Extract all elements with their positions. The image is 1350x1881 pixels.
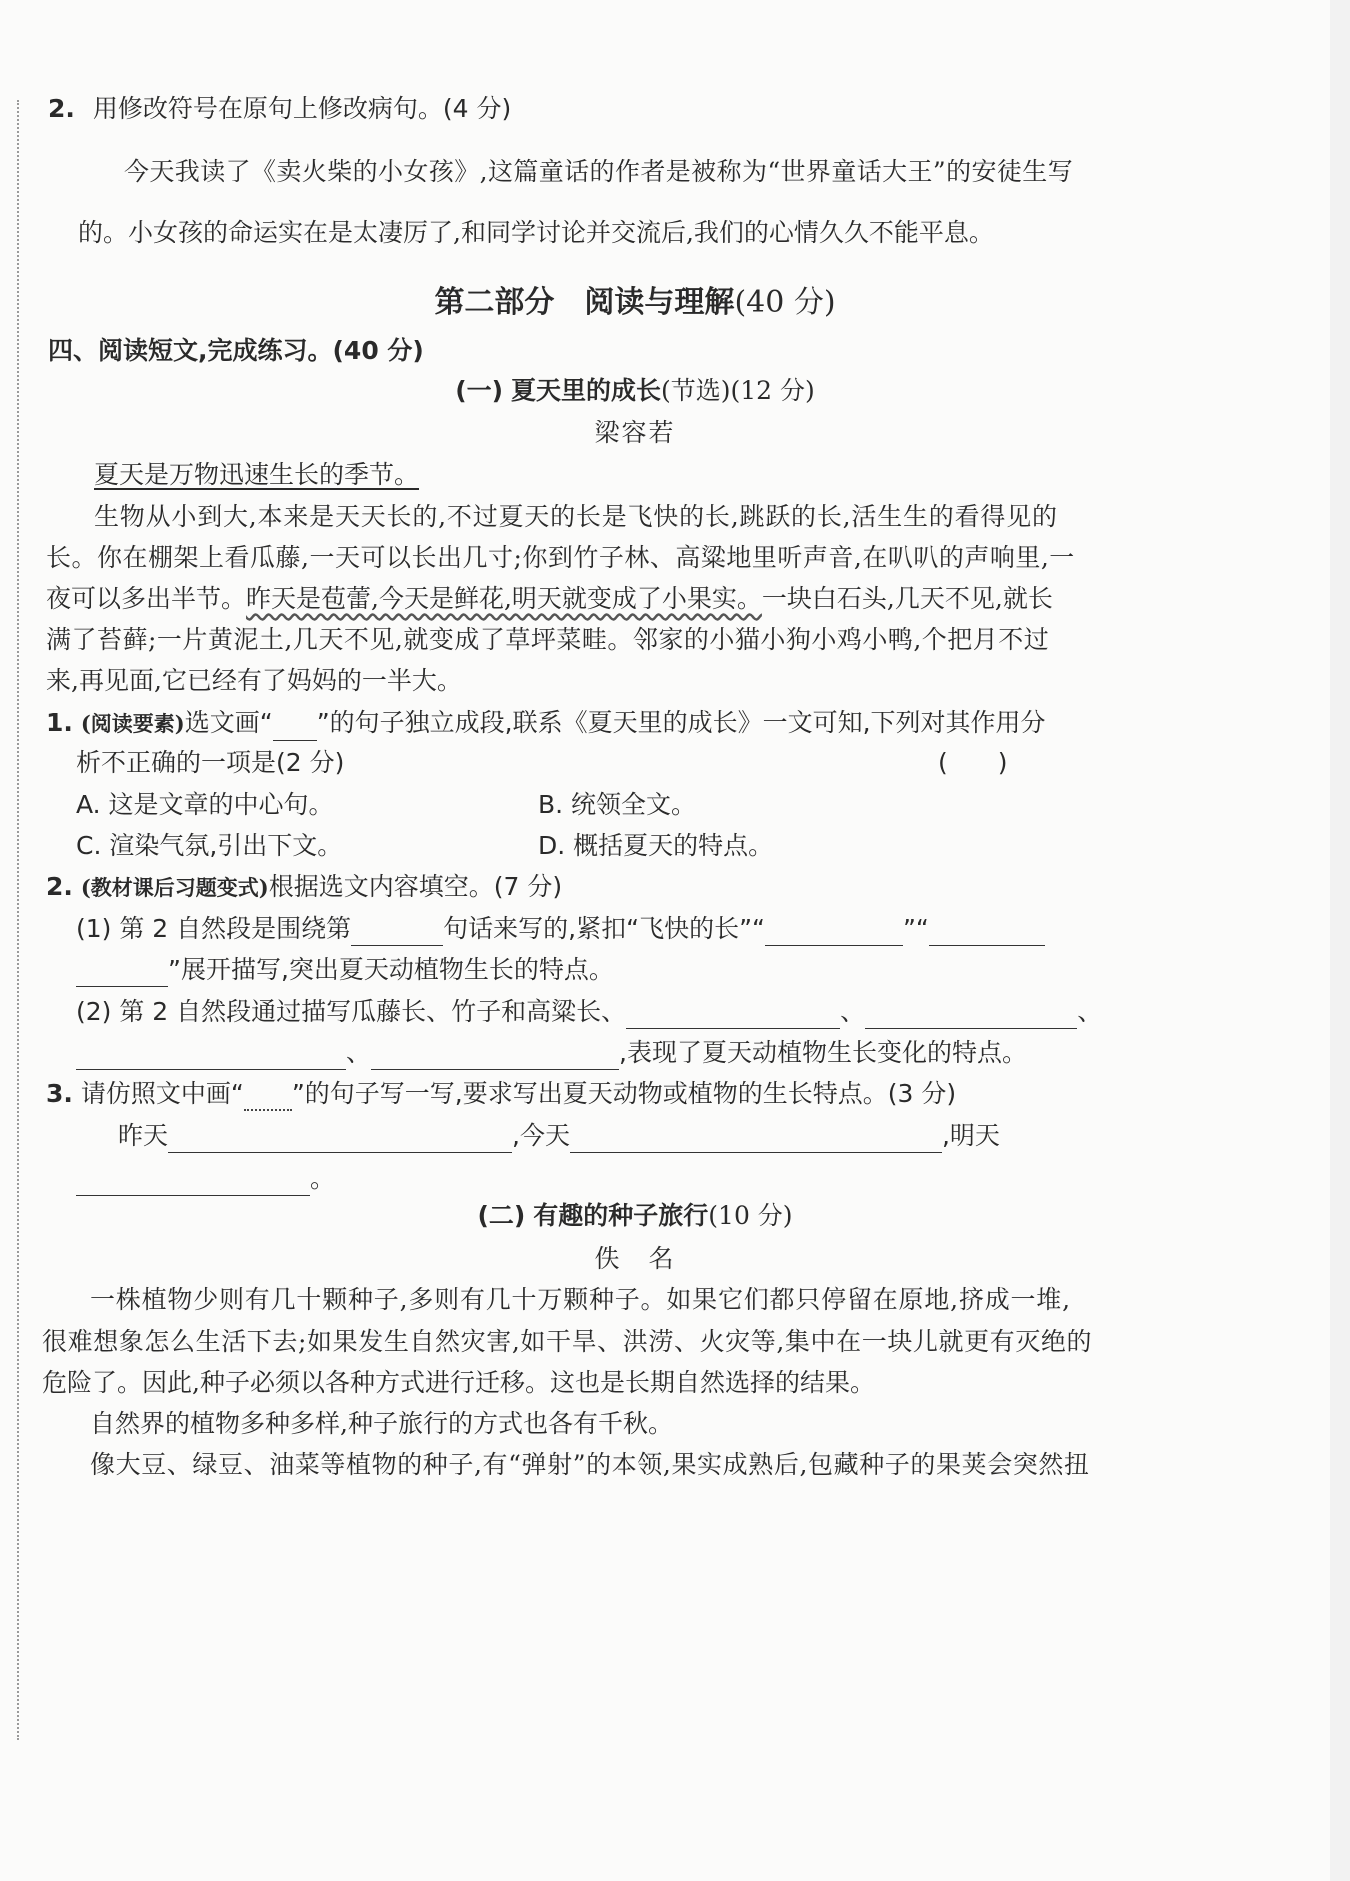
text2-line: 像大豆、绿豆、油菜等植物的种子,有“弹射”的本领,果实成熟后,包藏种子的果荚会突然扭	[90, 1450, 1090, 1479]
text1-title	[0, 374, 1270, 408]
text1-title-main: 夏天里的成长	[511, 376, 662, 405]
passage-line: 的。小女孩的命运实在是太凄厉了,和同学讨论并交流后,我们的心情久久不能平息。	[78, 218, 994, 247]
binding-margin-line	[17, 100, 19, 1740]
q2-sub2-line2	[76, 1036, 1027, 1070]
answer-blank[interactable]	[76, 1167, 310, 1196]
question-text: ,表现了夏天动植物生长变化的特点。	[619, 1038, 1027, 1067]
separator: 、	[346, 1038, 372, 1067]
answer-blank[interactable]	[626, 1000, 840, 1029]
question-tag: (教材课后习题变式)	[80, 875, 269, 900]
question-tag: (阅读要素)	[80, 711, 185, 736]
answer-blank[interactable]	[765, 917, 903, 946]
text1-author: 梁容若	[594, 418, 676, 447]
answer-blank[interactable]	[865, 1000, 1077, 1029]
section-4-title: 四、阅读短文,完成练习。(40 分)	[48, 336, 424, 365]
question-2-part1	[48, 92, 511, 126]
period: 。	[310, 1164, 336, 1193]
text2-author: 佚 名	[594, 1244, 676, 1273]
question-text: 析不正确的一项是(2 分)	[76, 748, 345, 777]
text2-line: 很难想象怎么生活下去;如果发生自然灾害,如干旱、洪涝、火灾等,集中在一块儿就更有灭绝的	[42, 1327, 1093, 1356]
option-a[interactable]: A. 这是文章的中心句。	[76, 790, 334, 819]
question-text: ”“	[902, 914, 929, 943]
text1-question-2	[46, 870, 562, 905]
text1-line: 长。你在棚架上看瓜藤,一天可以长出几寸;你到竹子林、高粱地里听声音,在叭叭的声响里,一	[46, 543, 1075, 572]
text1-line-part: 一块白石头,几天不见,就长	[761, 584, 1053, 613]
separator: 、	[1077, 997, 1103, 1026]
text1-line: 满了苔藓;一片黄泥土,几天不见,就变成了草坪菜畦。邻家的小猫小狗小鸡小鸭,个把月不过	[46, 625, 1050, 654]
prompt-word: ,明天	[941, 1121, 1000, 1150]
answer-blank[interactable]	[371, 1041, 619, 1070]
text1-line: 来,再见面,它已经有了妈妈的一半大。	[46, 666, 462, 695]
question-text: 请仿照文中画“	[80, 1079, 244, 1108]
underlined-sentence: 夏天是万物迅速生长的季节。	[94, 460, 420, 489]
option-c[interactable]: C. 渲染气氛,引出下文。	[76, 831, 343, 860]
question-text: ”的句子独立成段,联系《夏天里的成长》一文可知,下列对其作用分	[316, 708, 1046, 737]
text1-title-suffix: (节选)(12 分)	[661, 376, 815, 405]
answer-blank[interactable]	[76, 958, 168, 987]
wavy-line-marker	[244, 1087, 292, 1111]
text2-line: 自然界的植物多种多样,种子旅行的方式也各有千秋。	[90, 1409, 673, 1438]
question-number: 3.	[46, 1079, 73, 1108]
answer-parentheses[interactable]: ( )	[938, 748, 1008, 777]
question-text: 用修改符号在原句上修改病句。(4 分)	[92, 94, 512, 123]
question-text: 选文画“	[184, 708, 273, 737]
text2-title-prefix: (二)	[477, 1201, 526, 1230]
question-text: ”的句子写一写,要求写出夏天动物或植物的生长特点。(3 分)	[291, 1079, 957, 1108]
part-2-heading	[0, 286, 1270, 320]
answer-blank[interactable]	[929, 917, 1045, 946]
question-number: 2.	[48, 94, 75, 123]
prompt-word: 昨天	[118, 1121, 169, 1150]
question-text: (2) 第 2 自然段通过描写瓜藤长、竹子和高粱长、	[76, 997, 627, 1026]
answer-blank[interactable]	[168, 1124, 512, 1153]
separator: 、	[840, 997, 866, 1026]
question-text: (1) 第 2 自然段是围绕第	[76, 914, 352, 943]
text2-title-main: 有趣的种子旅行	[533, 1201, 709, 1230]
answer-blank[interactable]	[570, 1124, 942, 1153]
q2-sub2-line1	[76, 995, 1102, 1029]
question-text: ”展开描写,突出夏天动植物生长的特点。	[168, 955, 614, 984]
option-d[interactable]: D. 概括夏天的特点。	[538, 831, 774, 860]
text1-question-3	[46, 1077, 956, 1111]
q3-answer-line1	[118, 1119, 1000, 1153]
text2-line: 一株植物少则有几十颗种子,多则有几十万颗种子。如果它们都只停留在原地,挤成一堆,	[90, 1285, 1071, 1314]
passage-line: 今天我读了《卖火柴的小女孩》,这篇童话的作者是被称为“世界童话大王”的安徒生写	[124, 157, 1074, 186]
straight-line-marker	[273, 716, 317, 741]
text1-title-prefix: (一)	[455, 376, 504, 405]
question-text: 根据选文内容填空。(7 分)	[268, 872, 563, 901]
text1-line	[46, 582, 1053, 616]
option-b[interactable]: B. 统领全文。	[538, 790, 697, 819]
text2-title	[0, 1199, 1270, 1233]
answer-blank[interactable]	[76, 1041, 346, 1070]
question-text: 句话来写的,紧扣“飞快的长”“	[443, 914, 765, 943]
q2-sub1-line1	[76, 912, 1045, 946]
part-2-title: 第二部分 阅读与理解	[434, 285, 735, 320]
q3-answer-line2	[76, 1162, 335, 1196]
part-2-score: (40 分)	[734, 285, 836, 320]
prompt-word: ,今天	[512, 1121, 570, 1150]
text1-line-part: 夜可以多出半节。	[46, 584, 247, 613]
question-number: 2.	[46, 872, 73, 901]
text1-line	[94, 458, 419, 492]
wavy-underlined-sentence: 昨天是苞蕾,今天是鲜花,明天就变成了小果实。	[246, 584, 762, 613]
text1-question-1	[46, 706, 1046, 741]
text2-line: 危险了。因此,种子必须以各种方式进行迁移。这也是长期自然选择的结果。	[42, 1368, 875, 1397]
text2-title-suffix: (10 分)	[708, 1201, 793, 1230]
question-number: 1.	[46, 708, 73, 737]
text1-line: 生物从小到大,本来是天天长的,不过夏天的长是飞快的长,跳跃的长,活生生的看得见的	[94, 502, 1058, 531]
q2-sub1-line2	[76, 953, 614, 987]
answer-blank[interactable]	[351, 917, 443, 946]
